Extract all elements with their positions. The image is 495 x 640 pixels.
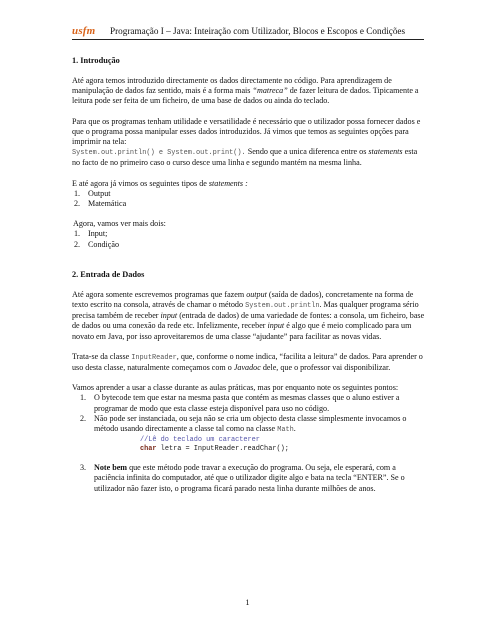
paragraph: Trata-se da classe InputReader, que, conforme o nome indica, “facilita a leitura” de dados. Para aprender o uso desta classe, naturalmente começamos com o Javadoc dele, que o professor vai disponibilizar. (72, 351, 423, 373)
paragraph: E até agora já vimos os seguintes tipos de statements : (72, 178, 248, 188)
code-statement: letra = InputReader.readChar(); (156, 444, 289, 453)
code-keyword: char (140, 444, 157, 453)
paragraph: Até agora temos introduzido directamente os dados directamente no código. Para aprendizagem de manipulação de dados faz sentido, mais é a forma mais “matreca” de fazer leitura de dados. Tipicamente a leitura pode ser feita de um ficheiro, de uma base de dados ou ainda do teclado. (72, 76, 419, 106)
code-comment: //Lê do teclado um caracterer (140, 436, 260, 445)
list-item: 3. Note bem que este método pode travar a execução do programa. Ou seja, ele esperará, com a paciência infinita do computador, até que o utilizador digite algo e bata na tecla “ENTER”. Se o utilizador não fazer isto, o programa ficará parado nesta linha durante milhões de anos. (80, 463, 405, 493)
points-list (72, 393, 427, 435)
list-item: 2. Não pode ser instanciada, ou seja não se cria um objecto desta classe simplesmente invocamos o método usando directamente a classe tal como na classe Math. (80, 413, 407, 435)
inline-code: Math (277, 426, 294, 435)
document-body (72, 56, 427, 494)
statements-list (72, 189, 427, 209)
header-title: Programação I – Java: Inteiração com Utilizador, Blocos e Escopos e Condições (110, 26, 406, 36)
list-item: 1. O bytecode tem que estar na mesma pasta que contém as mesmas classes que o aluno estiver a programar de modo que esta classe esteja disponível para uso no código. (80, 393, 400, 413)
list-item: 2. Matemática (74, 199, 127, 209)
inline-code: System.out.println() e System.out.print(). (72, 149, 246, 158)
page-header (72, 25, 424, 40)
page-number: 1 (245, 598, 250, 607)
section-heading-entrada-de-dados: 2. Entrada de Dados (72, 269, 145, 279)
section-heading-introducao: 1. Introdução (72, 56, 120, 65)
new-statements-list (72, 229, 427, 249)
paragraph: Até agora somente escrevemos programas que fazem output (saída de dados), concretamente na forma de texto escrito na consola, através de chamar o método System.out.println. Mas qualquer programa sério precisa também de receber input (entrada de dados) de uma variedade de fontes: a consola, um ficheiro, base de dados ou uma conexão da rede etc. Infelizmente, receber input é algo que é meio complicado para um novato em Java, por isso aproveitaremos de uma classe “ajudante” para facilitar as novas vidas. (72, 289, 425, 341)
list-item: 1. Input; (74, 229, 108, 239)
code-block (72, 436, 427, 453)
paragraph: Para que os programas tenham utilidade e versatilidade é necessário que o utilizador possa fornecer dados e que o programa possa manipular esses dados introduzidos. Já vimos que temos as seguintes opções para imprimir na tela: System.out.println() e System.out.print(). Sendo que a unica diferenca entre os statements esta no facto de no primeiro caso o curso desce uma linha e segundo mantém na mesma linha. (72, 116, 421, 168)
list-item: 1. Output (74, 188, 111, 198)
inline-code: System.out.println (245, 302, 320, 311)
university-logo: usfm (72, 25, 96, 37)
paragraph: Agora, vamos ver mais dois: (73, 219, 166, 229)
list-item: 2. Condição (74, 239, 120, 249)
points-list-continued (72, 463, 427, 494)
inline-code: InputReader (131, 353, 177, 362)
paragraph: Vamos aprender a usar a classe durante as aulas práticas, mas por enquanto note os seguintes pontos: (72, 383, 399, 393)
